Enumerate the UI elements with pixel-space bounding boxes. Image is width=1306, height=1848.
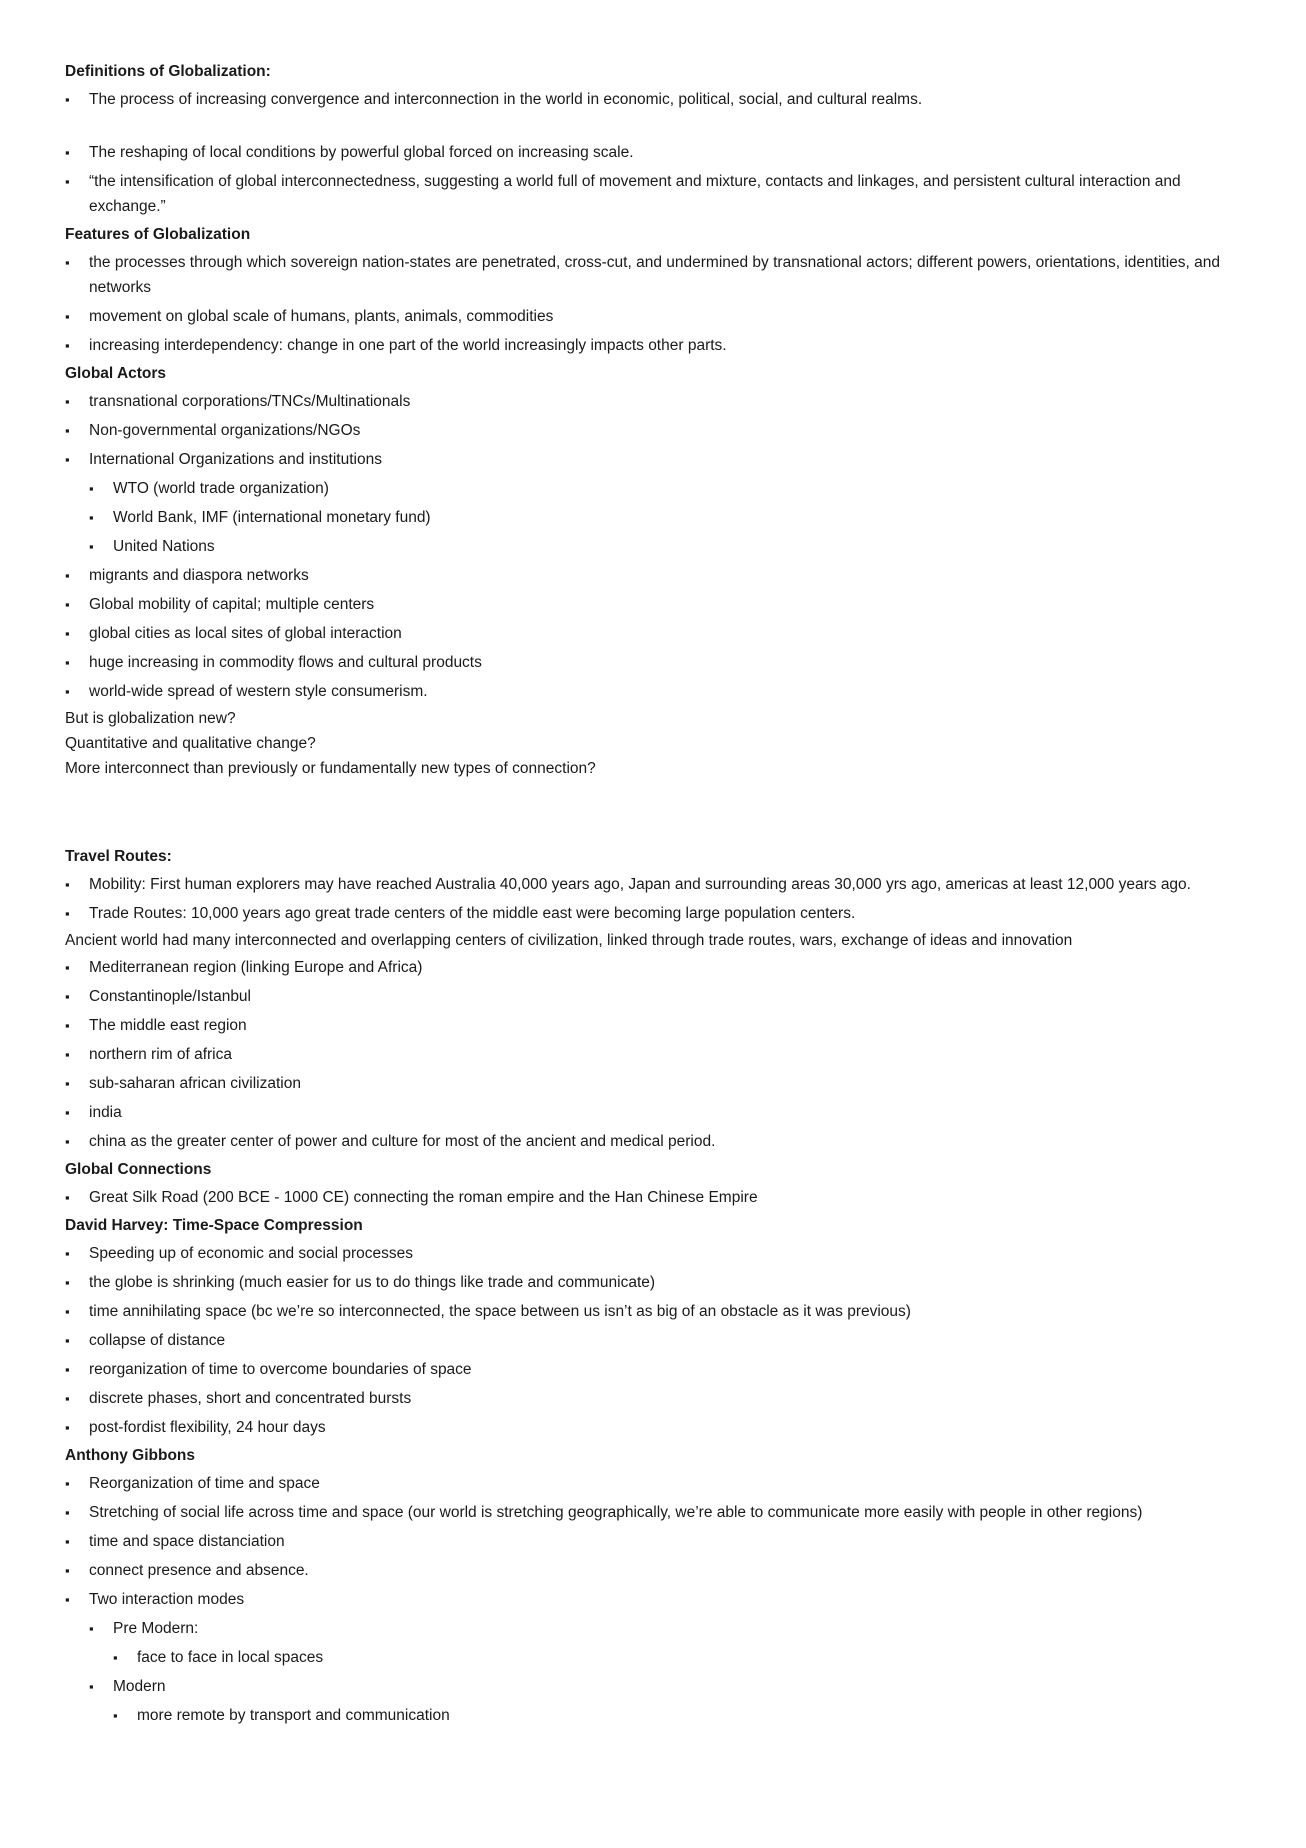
sub-sub-list-item	[113, 1701, 1246, 1730]
list-item	[65, 1355, 1246, 1384]
list-item-text: Pre Modern:	[113, 1620, 199, 1637]
bullet-icon: ▪	[65, 92, 70, 107]
list-item	[65, 1183, 1246, 1212]
list-item	[65, 982, 1246, 1011]
bullet-icon: ▪	[65, 877, 70, 892]
section-heading-global-actors: Global Actors	[65, 365, 167, 382]
list-item	[65, 561, 1246, 590]
list-item	[65, 870, 1246, 899]
bullet-icon: ▪	[65, 568, 70, 583]
list-item-text: world-wide spread of western style consumerism.	[89, 683, 428, 700]
list-item	[65, 1239, 1246, 1268]
list-item	[65, 138, 1246, 167]
bullet-icon: ▪	[65, 1304, 70, 1319]
bullet-icon: ▪	[65, 338, 70, 353]
list-item-text: the processes through which sovereign nation-states are penetrated, cross-cut, and undermined by transnational actors; different powers, orientations, identities, and networks	[89, 254, 1221, 296]
sub-sub-list-item	[113, 1643, 1246, 1672]
list-item	[65, 619, 1246, 648]
bullet-icon: ▪	[65, 1476, 70, 1491]
bullet-icon: ▪	[65, 626, 70, 641]
bullet-icon: ▪	[65, 1563, 70, 1578]
list-item	[65, 1069, 1246, 1098]
sub-list-item	[89, 474, 1246, 503]
list-item	[65, 85, 1246, 114]
bullet-icon: ▪	[65, 1018, 70, 1033]
sub-list-item	[89, 532, 1246, 561]
bullet-icon: ▪	[65, 1362, 70, 1377]
sub-list-item	[89, 1672, 1246, 1701]
list-item-text: World Bank, IMF (international monetary fund)	[113, 509, 431, 526]
bullet-icon: ▪	[89, 510, 94, 525]
list-item-text: Stretching of social life across time and space (our world is stretching geographically, we’re able to communicate more easily with people in other regions)	[89, 1504, 1143, 1521]
bullet-icon: ▪	[65, 1134, 70, 1149]
list-item	[65, 1040, 1246, 1069]
bullet-icon: ▪	[65, 1333, 70, 1348]
list-item	[65, 590, 1246, 619]
list-item	[65, 899, 1246, 928]
list-item-text: The process of increasing convergence and interconnection in the world in economic, political, social, and cultural realms.	[89, 91, 923, 108]
list-item-text: the globe is shrinking (much easier for us to do things like trade and communicate)	[89, 1274, 656, 1291]
list-item-text: Speeding up of economic and social processes	[89, 1245, 413, 1262]
list-item-text: Global mobility of capital; multiple centers	[89, 596, 375, 613]
bullet-icon: ▪	[65, 394, 70, 409]
bullet-icon: ▪	[65, 423, 70, 438]
bullet-icon: ▪	[65, 1420, 70, 1435]
list-item-text: reorganization of time to overcome boundaries of space	[89, 1361, 472, 1378]
list-item	[65, 1011, 1246, 1040]
list-item-text: “the intensification of global interconnectedness, suggesting a world full of movement and mixture, contacts and linkages, and persistent cultural interaction and exchange.”	[89, 173, 1181, 215]
bullet-icon: ▪	[65, 960, 70, 975]
list-item	[65, 677, 1246, 706]
list-item	[65, 953, 1246, 982]
list-item-text: Two interaction modes	[89, 1591, 245, 1608]
bullet-icon: ▪	[65, 597, 70, 612]
spacer	[65, 114, 1246, 138]
list-item-text: face to face in local spaces	[137, 1649, 324, 1666]
section-heading-travel-routes: Travel Routes:	[65, 848, 172, 865]
bullet-icon: ▪	[65, 1275, 70, 1290]
list-item	[65, 248, 1246, 302]
bullet-icon: ▪	[65, 1534, 70, 1549]
list-item-text: india	[89, 1104, 122, 1121]
list-item	[65, 416, 1246, 445]
bullet-icon: ▪	[65, 145, 70, 160]
section-heading-features: Features of Globalization	[65, 226, 251, 243]
list-item	[65, 1098, 1246, 1127]
list-item-text: northern rim of africa	[89, 1046, 232, 1063]
bullet-icon: ▪	[65, 309, 70, 324]
list-item-text: more remote by transport and communication	[137, 1707, 450, 1724]
bullet-icon: ▪	[65, 452, 70, 467]
list-item-text: huge increasing in commodity flows and cultural products	[89, 654, 482, 671]
list-item-text: transnational corporations/TNCs/Multinationals	[89, 393, 411, 410]
bullet-icon: ▪	[65, 1076, 70, 1091]
bullet-icon: ▪	[65, 655, 70, 670]
bullet-icon: ▪	[65, 1190, 70, 1205]
list-item	[65, 1297, 1246, 1326]
bullet-icon: ▪	[65, 255, 70, 270]
list-item	[65, 1498, 1246, 1527]
list-item-text: Mobility: First human explorers may have reached Australia 40,000 years ago, Japan and surrounding areas 30,000 yrs ago, americas at least 12,000 years ago.	[89, 876, 1191, 893]
question-line: But is globalization new?	[65, 710, 236, 727]
list-item	[65, 1413, 1246, 1442]
list-item-text: sub-saharan african civilization	[89, 1075, 301, 1092]
list-item	[65, 302, 1246, 331]
sub-list-item	[89, 1614, 1246, 1643]
list-item-text: global cities as local sites of global interaction	[89, 625, 402, 642]
list-item-text: Mediterranean region (linking Europe and Africa)	[89, 959, 423, 976]
bullet-icon: ▪	[65, 1047, 70, 1062]
bullet-icon: ▪	[89, 481, 94, 496]
bullet-icon: ▪	[65, 1246, 70, 1261]
bullet-icon: ▪	[65, 906, 70, 921]
list-item	[65, 387, 1246, 416]
list-item	[65, 648, 1246, 677]
bullet-icon: ▪	[65, 174, 70, 189]
bullet-icon: ▪	[65, 684, 70, 699]
section-heading-anthony-gibbons: Anthony Gibbons	[65, 1447, 196, 1464]
list-item	[65, 1469, 1246, 1498]
section-heading-global-connections: Global Connections	[65, 1161, 212, 1178]
bullet-icon: ▪	[65, 1505, 70, 1520]
list-item	[65, 167, 1246, 221]
spacer	[65, 781, 1246, 843]
list-item	[65, 445, 1246, 474]
list-item-text: Non-governmental organizations/NGOs	[89, 422, 361, 439]
bullet-icon: ▪	[89, 539, 94, 554]
bullet-icon: ▪	[65, 1105, 70, 1120]
bullet-icon: ▪	[65, 1592, 70, 1607]
list-item-text: discrete phases, short and concentrated bursts	[89, 1390, 412, 1407]
list-item	[65, 1585, 1246, 1614]
list-item-text: time and space distanciation	[89, 1533, 285, 1550]
list-item	[65, 331, 1246, 360]
bullet-icon: ▪	[89, 1621, 94, 1636]
list-item-text: Reorganization of time and space	[89, 1475, 320, 1492]
list-item	[65, 1384, 1246, 1413]
section-heading-definitions: Definitions of Globalization:	[65, 63, 271, 80]
list-item-text: connect presence and absence.	[89, 1562, 309, 1579]
bullet-icon: ▪	[113, 1708, 118, 1723]
list-item-text: movement on global scale of humans, plants, animals, commodities	[89, 308, 554, 325]
list-item-text: Great Silk Road (200 BCE - 1000 CE) connecting the roman empire and the Han Chinese Empire	[89, 1189, 758, 1206]
paragraph: Ancient world had many interconnected and overlapping centers of civilization, linked through trade routes, wars, exchange of ideas and innovation	[65, 932, 1073, 949]
list-item-text: Constantinople/Istanbul	[89, 988, 252, 1005]
list-item-text: collapse of distance	[89, 1332, 226, 1349]
list-item	[65, 1556, 1246, 1585]
section-heading-david-harvey: David Harvey: Time-Space Compression	[65, 1217, 363, 1234]
list-item-text: The reshaping of local conditions by powerful global forced on increasing scale.	[89, 144, 634, 161]
bullet-icon: ▪	[65, 1391, 70, 1406]
sub-list-item	[89, 503, 1246, 532]
list-item-text: increasing interdependency: change in one part of the world increasingly impacts other parts.	[89, 337, 727, 354]
bullet-icon: ▪	[89, 1679, 94, 1694]
list-item-text: Trade Routes: 10,000 years ago great trade centers of the middle east were becoming large population centers.	[89, 905, 856, 922]
bullet-icon: ▪	[113, 1650, 118, 1665]
list-item	[65, 1326, 1246, 1355]
list-item-text: migrants and diaspora networks	[89, 567, 309, 584]
list-item-text: china as the greater center of power and culture for most of the ancient and medical period.	[89, 1133, 716, 1150]
list-item-text: United Nations	[113, 538, 215, 555]
list-item	[65, 1527, 1246, 1556]
bullet-icon: ▪	[65, 989, 70, 1004]
list-item-text: Modern	[113, 1678, 166, 1695]
list-item	[65, 1127, 1246, 1156]
list-item-text: post-fordist flexibility, 24 hour days	[89, 1419, 326, 1436]
list-item-text: WTO (world trade organization)	[113, 480, 329, 497]
list-item-text: The middle east region	[89, 1017, 247, 1034]
list-item-text: time annihilating space (bc we’re so interconnected, the space between us isn’t as big of an obstacle as it was previous)	[89, 1303, 911, 1320]
question-line: More interconnect than previously or fundamentally new types of connection?	[65, 760, 596, 777]
list-item-text: International Organizations and institutions	[89, 451, 382, 468]
list-item	[65, 1268, 1246, 1297]
question-line: Quantitative and qualitative change?	[65, 735, 316, 752]
